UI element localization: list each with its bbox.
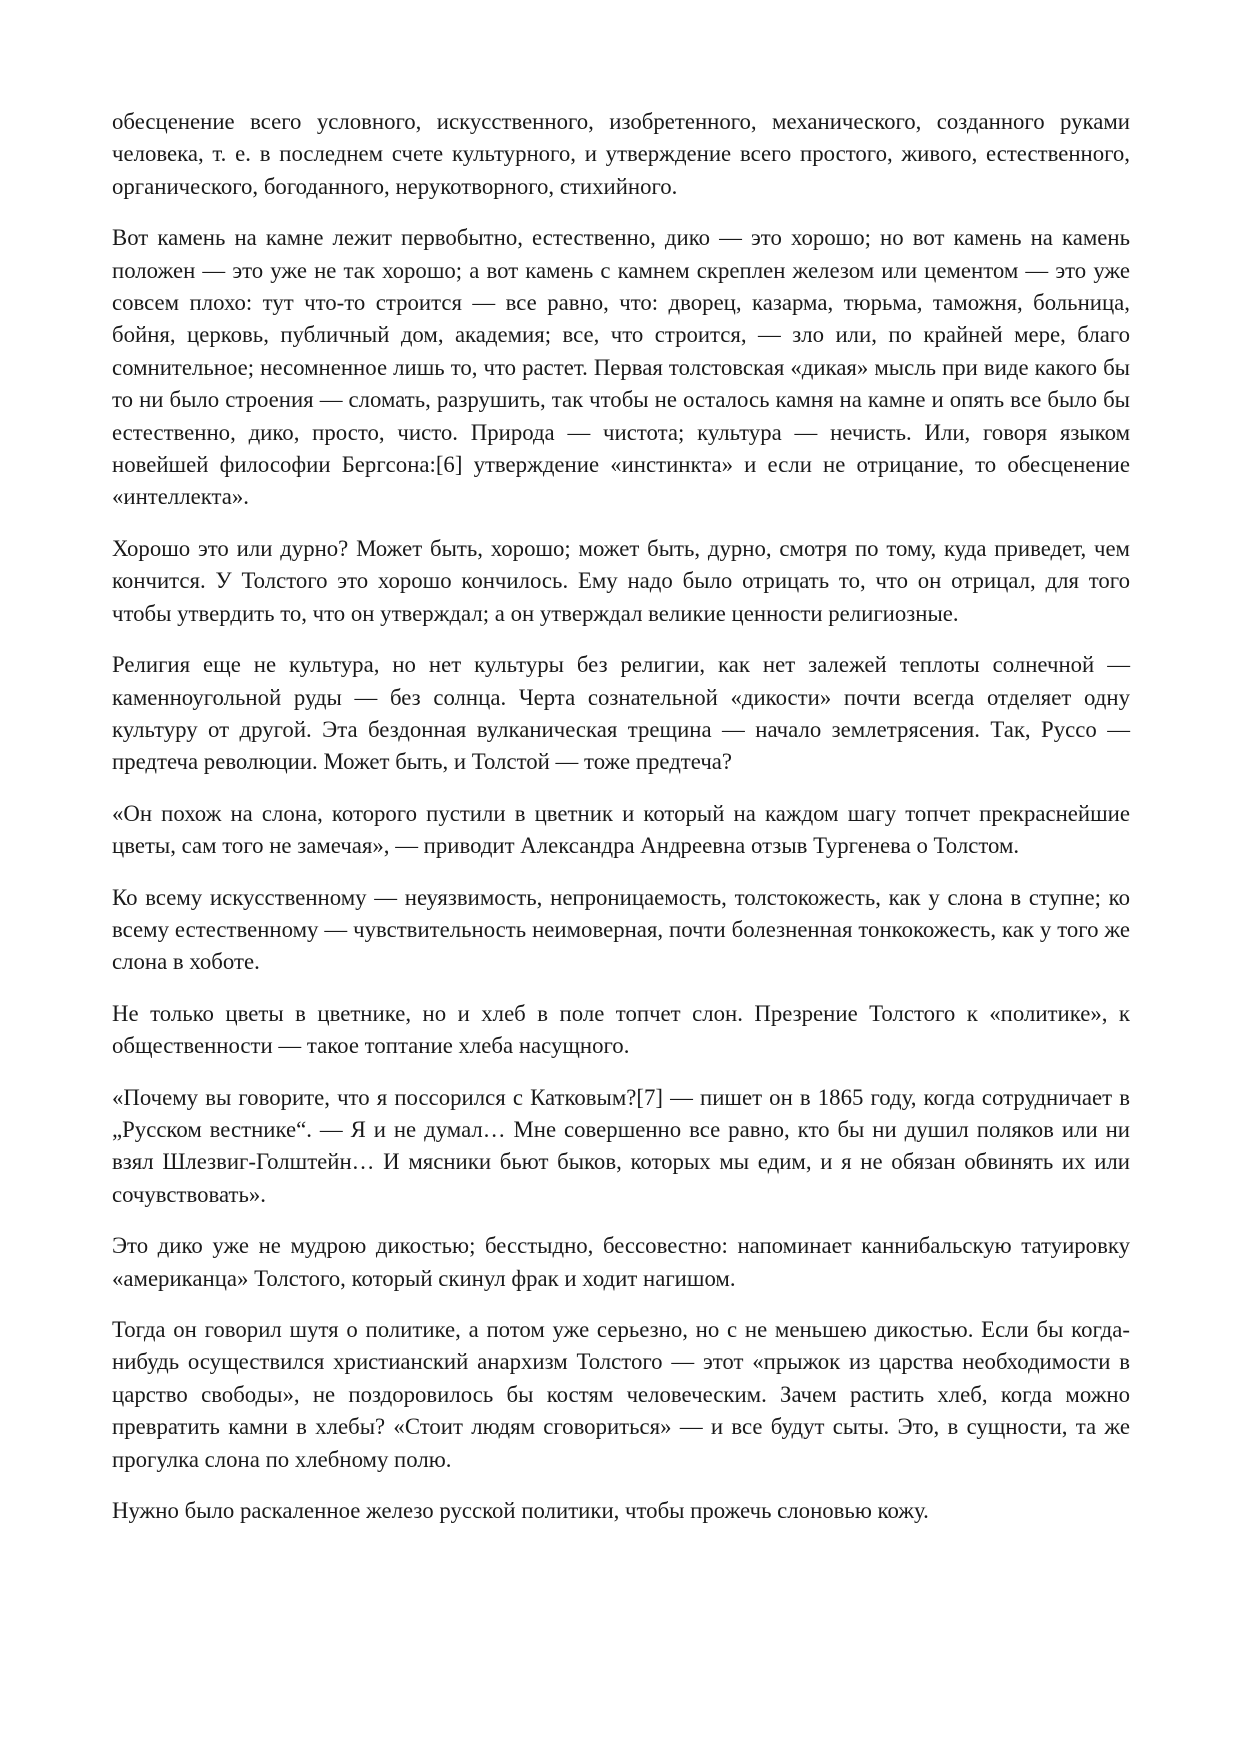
paragraph-1: обесценение всего условного, искусственного, изобретенного, механического, созданного руками человека, т. е. в последнем счете культурного, и утверждение всего простого, живого, естественного, органического, богоданного, нерукотворного, стихийного. [112, 109, 1130, 199]
paragraph-7: Не только цветы в цветнике, но и хлеб в поле топчет слон. Презрение Толстого к «политике», к общественности — такое топтание хлеба насущного. [112, 1000, 1130, 1059]
document-page [112, 106, 1130, 1546]
paragraph-10: Тогда он говорил шутя о политике, а потом уже серьезно, но с не меньшею дикостью. Если бы когда-нибудь осуществился христианский анархизм Толстого — этот «прыжок из царства необходимости в царство свободы», не поздоровилось бы костям человеческим. Зачем растить хлеб, когда можно превратить камни в хлебы? «Стоит людям сговориться» — и все будут сыты. Это, в сущности, та же прогулка слона по хлебному полю. [112, 1317, 1130, 1472]
paragraph-2: Вот камень на камне лежит первобытно, естественно, дико — это хорошо; но вот камень на камень положен — это уже не так хорошо; а вот камень с камнем скреплен железом или цементом — это уже совсем плохо: тут что-то строится — все равно, что: дворец, казарма, тюрьма, таможня, больница, бойня, церковь, публичный дом, академия; все, что строится, — зло или, по крайней мере, благо сомнительное; несомненное лишь то, что растет. Первая толстовская «дикая» мысль при виде какого бы то ни было строения — сломать, разрушить, так чтобы не осталось камня на камне и опять все было бы естественно, дико, просто, чисто. Природа — чистота; культура — нечисть. Или, говоря языком новейшей философии Бергсона:[6] утверждение «инстинкта» и если не отрицание, то обесценение «интеллекта». [112, 225, 1130, 510]
paragraph-8: «Почему вы говорите, что я поссорился с Катковым?[7] — пишет он в 1865 году, когда сотрудничает в „Русском вестнике“. — Я и не думал… Мне совершенно все равно, кто бы ни душил поляков или ни взял Шлезвиг-Голштейн… И мясники бьют быков, которых мы едим, и я не обязан обвинять их или сочувствовать». [112, 1084, 1130, 1207]
paragraph-5: «Он похож на слона, которого пустили в цветник и который на каждом шагу топчет прекраснейшие цветы, сам того не замечая», — приводит Александра Андреевна отзыв Тургенева о Толстом. [112, 800, 1130, 859]
paragraph-3: Хорошо это или дурно? Может быть, хорошо; может быть, дурно, смотря по тому, куда приведет, чем кончится. У Толстого это хорошо кончилось. Ему надо было отрицать то, что он отрицал, для того чтобы утвердить то, что он утверждал; а он утверждал великие ценности религиозные. [112, 535, 1130, 626]
paragraph-11: Нужно было раскаленное железо русской политики, чтобы прожечь слоновью кожу. [112, 1498, 929, 1524]
paragraph-6: Ко всему искусственному — неуязвимость, непроницаемость, толстокожесть, как у слона в ступне; ко всему естественному — чувствительность неимоверная, почти болезненная тонкокожесть, как у того же слона в хоботе. [112, 884, 1130, 975]
paragraph-4: Религия еще не культура, но нет культуры без религии, как нет залежей теплоты солнечной — каменноугольной руды — без солнца. Черта сознательной «дикости» почти всегда отделяет одну культуру от другой. Эта бездонная вулканическая трещина — начало землетрясения. Так, Руссо — предтеча революции. Может быть, и Толстой — тоже предтеча? [112, 652, 1130, 775]
paragraph-9: Это дико уже не мудрою дикостью; бесстыдно, бессовестно: напоминает каннибальскую татуировку «американца» Толстого, который скинул фрак и ходит нагишом. [112, 1233, 1130, 1291]
